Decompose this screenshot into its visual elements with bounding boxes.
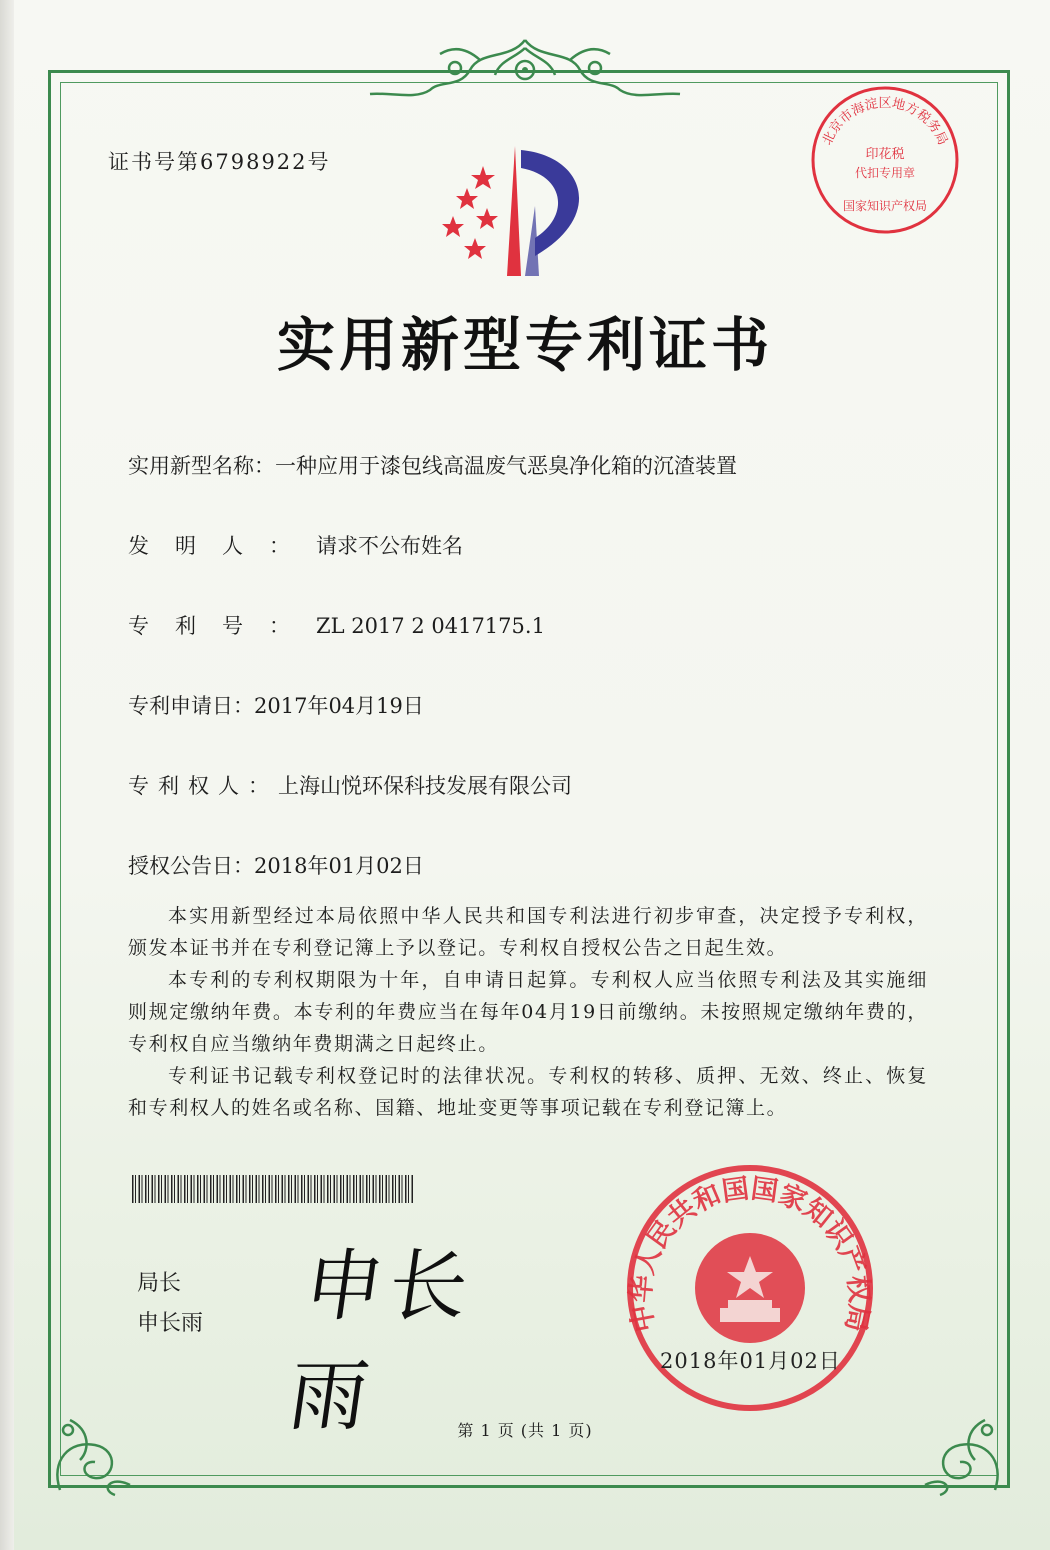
body-paragraph: 专利证书记载专利权登记时的法律状况。专利权的转移、质押、无效、终止、恢复和专利权人的姓名或名称、国籍、地址变更等事项记载在专利登记簿上。 (128, 1065, 928, 1119)
barcode (132, 1175, 414, 1203)
field-label: 专利号： (128, 614, 316, 638)
patent-office-logo (435, 146, 610, 281)
body-paragraph: 本实用新型经过本局依照中华人民共和国专利法进行初步审查，决定授予专利权，颁发本证书并在专利登记簿上予以登记。专利权自授权公告之日起生效。 (128, 905, 928, 959)
bottom-right-ornament (905, 1400, 1015, 1500)
official-seal-date: 2018年01月02日 (660, 1349, 841, 1373)
field-patent-number (128, 610, 545, 640)
field-value: ZL 2017 2 0417175.1 (316, 614, 545, 638)
field-value: 请求不公布姓名 (316, 534, 463, 558)
field-value: 一种应用于漆包线高温废气恶臭净化箱的沉渣装置 (275, 454, 737, 478)
certificate-number: 证书号第6798922号 (108, 150, 331, 174)
body-paragraph: 本专利的专利权期限为十年，自申请日起算。专利权人应当依照专利法及其实施细则规定缴纳年费。本专利的年费应当在每年04月19日前缴纳。未按照规定缴纳年费的，专利权自应当缴纳年费期满之日起终止。 (128, 969, 928, 1055)
handwritten-signature: 申长雨 (283, 1242, 480, 1442)
field-label: 发明人： (128, 534, 316, 558)
field-label: 实用新型名称： (128, 454, 275, 478)
field-inventor (128, 530, 463, 560)
tax-seal-center2: 代扣专用章 (854, 166, 916, 180)
field-label: 专利申请日： (128, 694, 254, 718)
field-value: 上海山悦环保科技发展有限公司 (278, 774, 572, 798)
tax-seal-center: 印花税 (865, 147, 905, 162)
field-value: 2018年01月02日 (254, 854, 424, 878)
field-value: 2017年04月19日 (254, 694, 424, 718)
certificate-title: 实用新型专利证书 (276, 311, 773, 379)
official-seal-text: 中华人民共和国国家知识产权局 (625, 1173, 875, 1335)
field-label: 专利权人： (128, 774, 278, 798)
signatory-title: 局长 (137, 1271, 182, 1296)
top-ornament (360, 30, 690, 100)
bottom-left-ornament (40, 1400, 150, 1500)
national-emblem (695, 1233, 805, 1343)
official-seal (620, 1158, 880, 1418)
tax-seal-arc-text: 北京市海淀区地方税务局 (819, 96, 951, 148)
field-label: 授权公告日： (128, 854, 254, 878)
tax-seal (805, 80, 965, 240)
signatory-name: 申长雨 (137, 1311, 204, 1336)
tax-seal-bottom: 国家知识产权局 (842, 199, 928, 213)
field-utility-model-name (128, 450, 737, 480)
field-grant-date (128, 850, 424, 880)
binding-edge (0, 0, 14, 1550)
field-application-date (128, 690, 424, 720)
certificate-body (128, 900, 928, 1124)
field-patentee (128, 770, 572, 800)
page-indicator: 第 1 页 (共 1 页) (457, 1421, 593, 1440)
